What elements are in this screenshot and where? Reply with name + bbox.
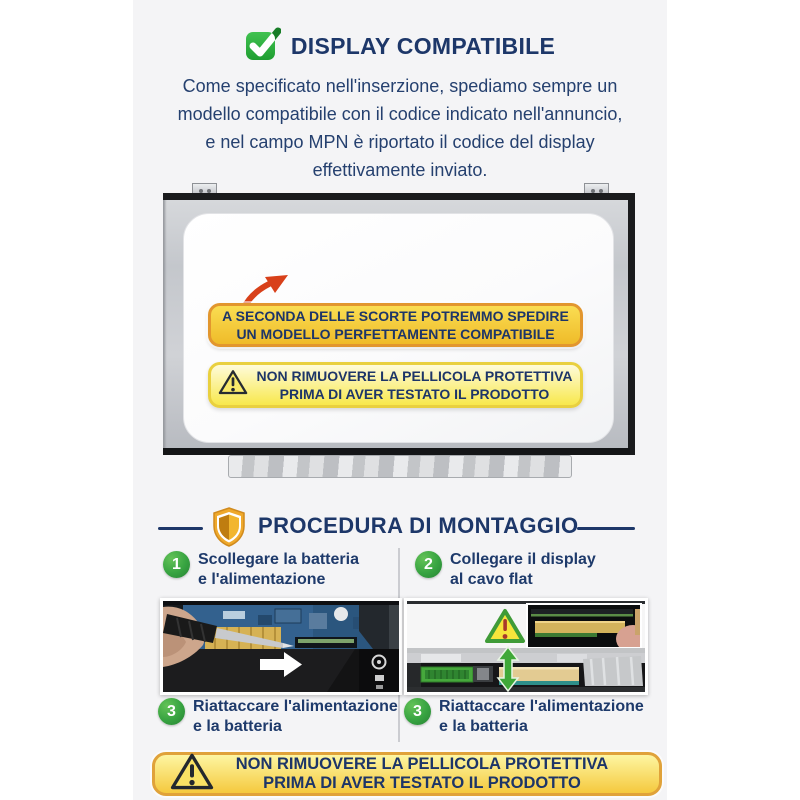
page-title-row <box>133 26 667 66</box>
step-3-left-label: Riattaccare l'alimentazione e la batteria <box>193 698 398 735</box>
warning-triangle-icon <box>218 369 248 401</box>
step-3-left <box>158 697 398 737</box>
footer-warning-banner <box>152 752 662 796</box>
intro-line: Come specificato nell'inserzione, spediamo sempre un <box>182 76 618 96</box>
step-number-badge: 1 <box>163 551 190 578</box>
procedure-title: PROCEDURA DI MONTAGGIO <box>258 513 579 538</box>
stock-warning-line: UN MODELLO PERFETTAMENTE COMPATIBILE <box>236 326 555 342</box>
film-warning-line: PRIMA DI AVER TESTATO IL PRODOTTO <box>279 386 550 402</box>
step-1 <box>163 550 359 590</box>
stock-warning-label <box>208 303 583 347</box>
step-2 <box>415 550 596 590</box>
intro-paragraph <box>133 72 667 184</box>
intro-line: effettivamente inviato. <box>312 160 488 180</box>
warning-triangle-icon <box>169 752 215 797</box>
foil-strip <box>228 455 572 478</box>
panel-right-edge <box>628 193 635 455</box>
page-title: DISPLAY COMPATIBILE <box>290 32 556 59</box>
step-1-label: Scollegare la batteria e l'alimentazione <box>198 551 359 588</box>
step-number-badge: 2 <box>415 551 442 578</box>
check-icon <box>245 27 281 66</box>
panel-bottom-edge <box>163 448 630 455</box>
shield-icon <box>208 506 250 553</box>
heading-rule-left <box>158 527 203 530</box>
step-2-photo <box>404 598 648 695</box>
footer-warning-text: NON RIMUOVERE LA PELLICOLA PROTETTIVA PRIMA DI AVER TESTATO IL PRODOTTO <box>235 755 609 792</box>
intro-line: modello compatibile con il codice indicato nell'annuncio, <box>177 104 623 124</box>
stock-warning-line: A SECONDA DELLE SCORTE POTREMMO SPEDIRE <box>222 308 569 324</box>
lcd-panel-image <box>163 183 635 479</box>
step-2-label: Collegare il display al cavo flat <box>450 551 596 588</box>
step-number-badge: 3 <box>158 698 185 725</box>
step-3-right-label: Riattaccare l'alimentazione e la batteria <box>439 698 644 735</box>
step-1-photo <box>160 598 402 695</box>
inset-connector-photo <box>527 604 645 653</box>
heading-rule-right <box>577 527 635 530</box>
film-warning-label <box>208 362 583 408</box>
intro-line: e nel campo MPN è riportato il codice del display <box>205 132 595 152</box>
panel-top-edge <box>163 193 635 200</box>
step-number-badge: 3 <box>404 698 431 725</box>
film-warning-line: NON RIMUOVERE LA PELLICOLA PROTETTIVA <box>256 368 573 384</box>
step-3-right <box>404 697 644 737</box>
